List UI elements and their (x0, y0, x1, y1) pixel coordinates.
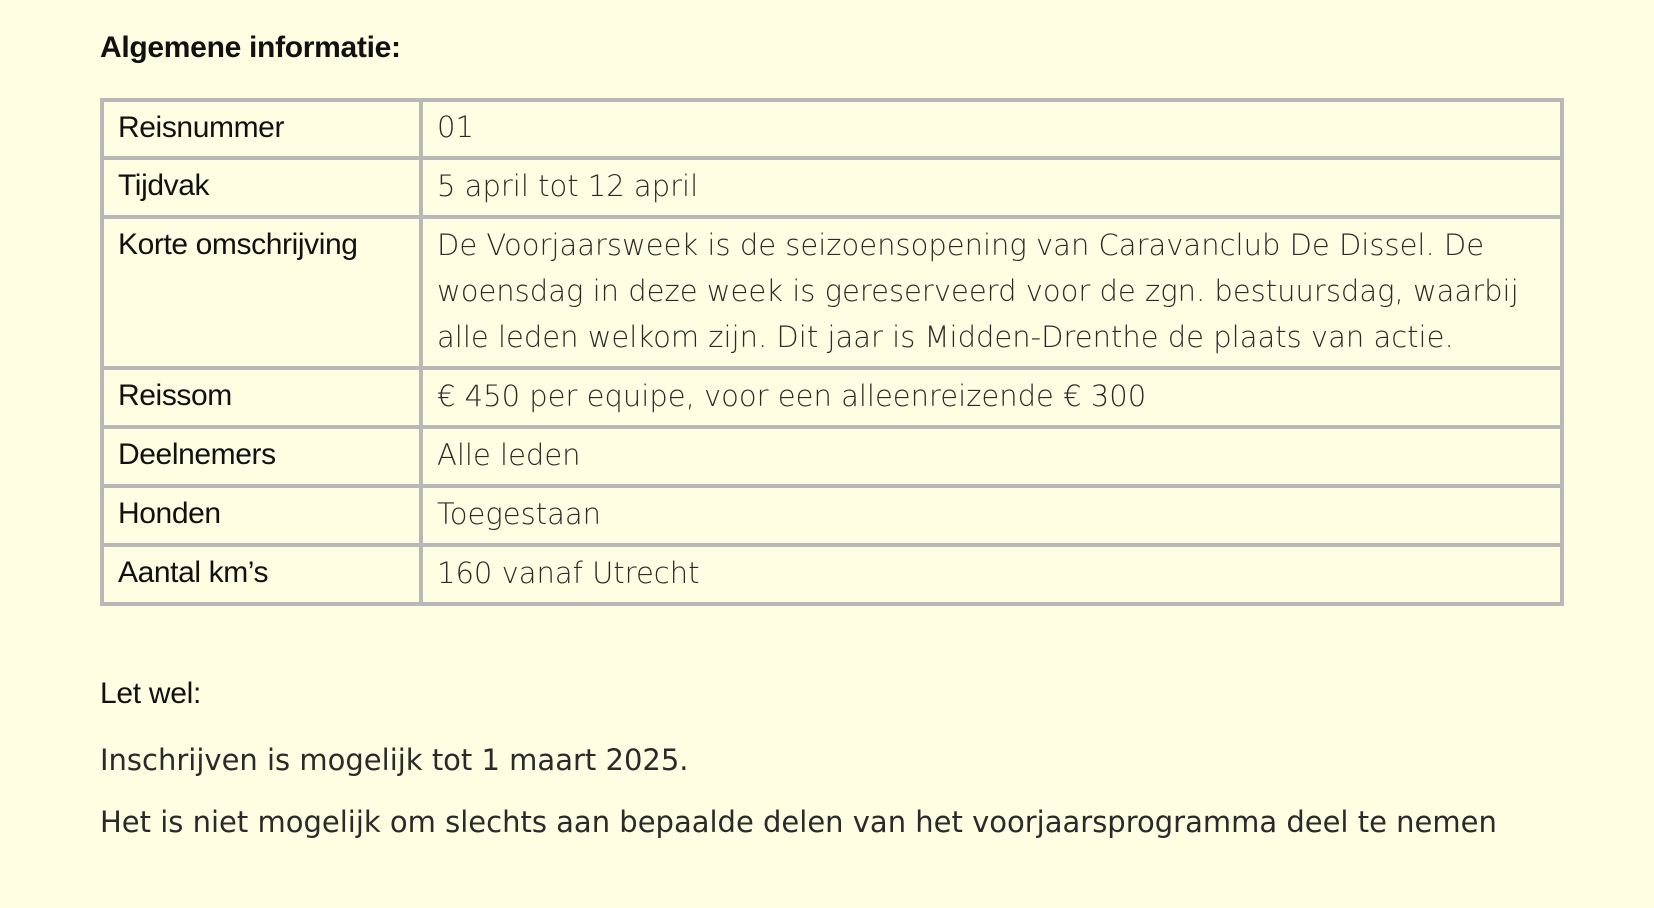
row-value: € 450 per equipe, voor een alleenreizende € 300 (423, 370, 1560, 425)
row-label: Deelnemers (104, 429, 419, 484)
table-row-reisnummer (104, 102, 1560, 156)
row-label: Reisnummer (104, 102, 419, 156)
row-value: Alle leden (423, 429, 1560, 484)
table-row-tijdvak (104, 160, 1560, 215)
row-label: Honden (104, 488, 419, 543)
row-label: Tijdvak (104, 160, 419, 215)
row-value: 01 (423, 102, 1560, 156)
note-registration-deadline: Inschrijven is mogelijk tot 1 maart 2025. (100, 743, 689, 777)
row-value: Toegestaan (423, 488, 1560, 543)
general-info-table (100, 98, 1564, 606)
table-row-korte-omschrijving (104, 219, 1560, 366)
note-heading: Let wel: (100, 677, 201, 710)
row-value: De Voorjaarsweek is de seizoensopening van Caravanclub De Dissel. De woensdag in deze week is gereserveerd voor de zgn. bestuursdag, waarbij alle leden welkom zijn. Dit jaar is Midden-Drenthe de plaats van actie. (423, 219, 1560, 366)
table-row-aantal-kms (104, 547, 1560, 602)
row-value: 5 april tot 12 april (423, 160, 1560, 215)
note-partial-participation: Het is niet mogelijk om slechts aan bepaalde delen van het voorjaarsprogramma deel te nemen (100, 805, 1497, 839)
row-label: Reissom (104, 370, 419, 425)
table-row-reissom (104, 370, 1560, 425)
table-row-honden (104, 488, 1560, 543)
table-row-deelnemers (104, 429, 1560, 484)
row-label: Aantal km’s (104, 547, 419, 602)
document-page (100, 28, 1560, 842)
general-info-heading: Algemene informatie: (100, 31, 401, 64)
row-label: Korte omschrijving (104, 219, 419, 366)
row-value: 160 vanaf Utrecht (423, 547, 1560, 602)
